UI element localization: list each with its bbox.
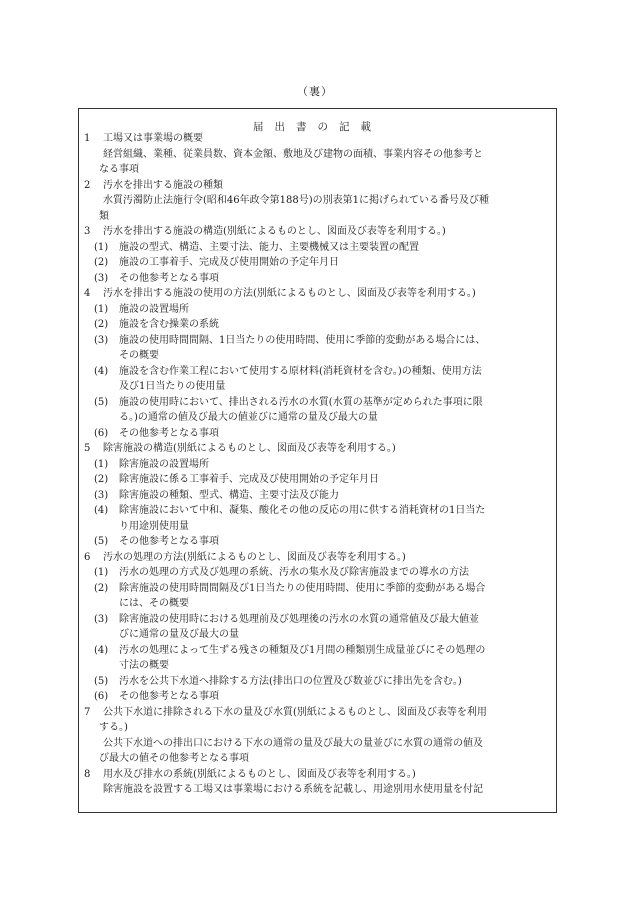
line-text: 用水及び排水の系統(別紙によるものとし、図面及び表等を利用する。) (103, 768, 416, 780)
form-line (84, 240, 552, 256)
form-line (84, 162, 552, 178)
form-line (84, 689, 552, 705)
form-line (84, 674, 552, 690)
subitem-number: (2) (94, 319, 109, 330)
page-side-label: （裏） (297, 85, 333, 98)
form-title: 届出書の記載 (253, 121, 382, 133)
form-line (84, 395, 552, 411)
item-number: 2 (84, 179, 91, 191)
line-text: その他参考となる事項 (119, 272, 219, 284)
subitem-number: (3) (94, 334, 109, 346)
line-text: 汚水を排出する施設の使用の方法(別紙によるものとし、図面及び表等を利用する。) (103, 288, 476, 299)
subitem-number: (5) (94, 536, 109, 547)
form-line (84, 410, 552, 426)
line-text: 汚水を公共下水道へ排除する方法(排出口の位置及び数並びに排出先を含む。) (119, 675, 462, 687)
line-text: 除害施設に係る工事着手、完成及び使用開始の予定年月日 (119, 474, 379, 485)
form-line (84, 767, 552, 783)
subitem-number: (4) (94, 644, 109, 656)
line-text: 汚水の処理の方法(別紙によるものとし、図面及び表等を利用する。) (103, 551, 406, 563)
line-text: 施設の型式、構造、主要寸法、能力、主要機械又は主要装置の配置 (119, 241, 419, 253)
form-line (84, 147, 552, 163)
item-number: 1 (84, 133, 91, 144)
form-line (84, 705, 552, 721)
form-line (84, 503, 552, 519)
form-line (84, 751, 552, 767)
line-text: 除害施設の使用時における処理前及び処理後の汚水の水質の通常値及び最大値並 (119, 613, 479, 625)
line-text: る。)の通常の値及び最大の値並びに通常の量及び最大の量 (119, 412, 378, 423)
line-text: 除害施設の使用時間間隔及び1日当たりの使用時間、使用に季節的変動がある場合 (119, 582, 486, 594)
form-line (84, 348, 552, 364)
form-line (84, 271, 552, 287)
line-text: 施設を含む作業工程において使用する原材料(消耗資材を含む。)の種類、使用方法 (119, 365, 482, 377)
line-text: り用途別使用量 (119, 520, 189, 532)
line-text: 公共下水道への排出口における下水の通常の量及び最大の量並びに水質の通常の値及 (103, 737, 483, 749)
subitem-number: (1) (94, 458, 109, 470)
line-text: その他参考となる事項 (119, 536, 219, 547)
line-text: 公共下水道に排除される下水の量及び水質(別紙によるものとし、図面及び表等を利用 (103, 706, 487, 718)
line-text: なる事項 (99, 164, 139, 175)
form-line (84, 720, 552, 736)
line-text: 施設の使用時間間隔、1日当たりの使用時間、使用に季節的変動がある場合には、 (119, 334, 486, 346)
line-text: 汚水の処理の方式及び処理の系統、汚水の集水及び除害施設までの導水の方法 (119, 567, 469, 578)
item-number: 8 (84, 768, 91, 780)
line-text: 工場又は事業場の概要 (103, 133, 203, 144)
line-text: その他参考となる事項 (119, 427, 219, 439)
form-line (84, 333, 552, 349)
form-line (84, 441, 552, 457)
subitem-number: (3) (94, 613, 109, 625)
line-text: び最大の値その他参考となる事項 (99, 753, 249, 764)
form-line (84, 596, 552, 612)
form-line (84, 193, 552, 209)
form-line (84, 224, 552, 240)
form-line (84, 581, 552, 597)
subitem-number: (1) (94, 241, 109, 253)
line-text: 施設を含む操業の系統 (119, 319, 219, 330)
line-text: には、その概要 (119, 598, 189, 609)
form-line (84, 643, 552, 659)
line-text: 及び1日当たりの使用量 (119, 381, 226, 392)
line-text: 除害施設において中和、凝集、酸化その他の反応の用に供する消耗資材の1日当た (119, 505, 486, 516)
form-line (84, 255, 552, 271)
subitem-number: (5) (94, 675, 109, 687)
item-number: 4 (84, 288, 91, 299)
line-text: 汚水の処理によって生ずる残さの種類及び1月間の種類別生成量並びにその処理の (119, 644, 486, 656)
line-text: 類 (99, 210, 109, 222)
form-line (84, 658, 552, 674)
form-line (84, 782, 552, 798)
subitem-number: (6) (94, 691, 109, 702)
line-text: 経営組織、業種、従業員数、資本金額、敷地及び建物の面積、事業内容その他参考と (103, 148, 483, 160)
item-number: 7 (84, 706, 91, 718)
line-text: 施設の設置場所 (119, 303, 189, 315)
form-line (84, 379, 552, 395)
form-line (84, 286, 552, 302)
line-text: 除害施設の種類、型式、構造、主要寸法及び能力 (119, 489, 339, 501)
line-text: その他参考となる事項 (119, 691, 219, 702)
line-text: 除害施設の構造(別紙によるものとし、図面及び表等を利用する。) (103, 443, 396, 454)
line-text: 汚水を排出する施設の構造(別紙によるものとし、図面及び表等を利用する。) (103, 226, 446, 237)
subitem-number: (6) (94, 427, 109, 439)
line-text: する。) (99, 722, 128, 733)
form-line (84, 627, 552, 643)
subitem-number: (2) (94, 257, 109, 268)
item-number: 5 (84, 443, 91, 454)
line-text: 汚水を排出する施設の種類 (103, 179, 223, 191)
form-line (84, 178, 552, 194)
subitem-number: (1) (94, 567, 109, 578)
subitem-number: (3) (94, 489, 109, 501)
subitem-number: (4) (94, 505, 109, 516)
subitem-number: (3) (94, 272, 109, 284)
form-line (84, 302, 552, 318)
line-text: 除害施設を設置する工場又は事業場における系統を記載し、用途別用水使用量を付記 (103, 784, 483, 795)
line-text: びに通常の量及び最大の量 (119, 629, 239, 640)
form-line (84, 457, 552, 473)
form-line (84, 534, 552, 550)
line-text: 寸法の概要 (119, 660, 169, 671)
form-line (84, 426, 552, 442)
line-text: その概要 (119, 350, 159, 361)
subitem-number: (2) (94, 582, 109, 594)
form-line (84, 488, 552, 504)
form-line (84, 472, 552, 488)
form-line (84, 364, 552, 380)
item-number: 6 (84, 551, 91, 563)
line-text: 施設の使用時において、排出される汚水の水質(水質の基準が定められた事項に限 (119, 396, 483, 408)
item-number: 3 (84, 226, 91, 237)
form-line (84, 209, 552, 225)
form-line (84, 131, 552, 147)
subitem-number: (5) (94, 396, 109, 408)
form-content (84, 131, 552, 798)
line-text: 施設の工事着手、完成及び使用開始の予定年月日 (119, 257, 339, 268)
form-line (84, 317, 552, 333)
form-line (84, 565, 552, 581)
form-line (84, 736, 552, 752)
form-line (84, 612, 552, 628)
form-line (84, 519, 552, 535)
subitem-number: (4) (94, 365, 109, 377)
line-text: 除害施設の設置場所 (119, 458, 209, 470)
subitem-number: (2) (94, 474, 109, 485)
subitem-number: (1) (94, 303, 109, 315)
form-line (84, 550, 552, 566)
line-text: 水質汚濁防止法施行令(昭和46年政令第188号)の別表第1に掲げられている番号及び種 (103, 195, 489, 206)
